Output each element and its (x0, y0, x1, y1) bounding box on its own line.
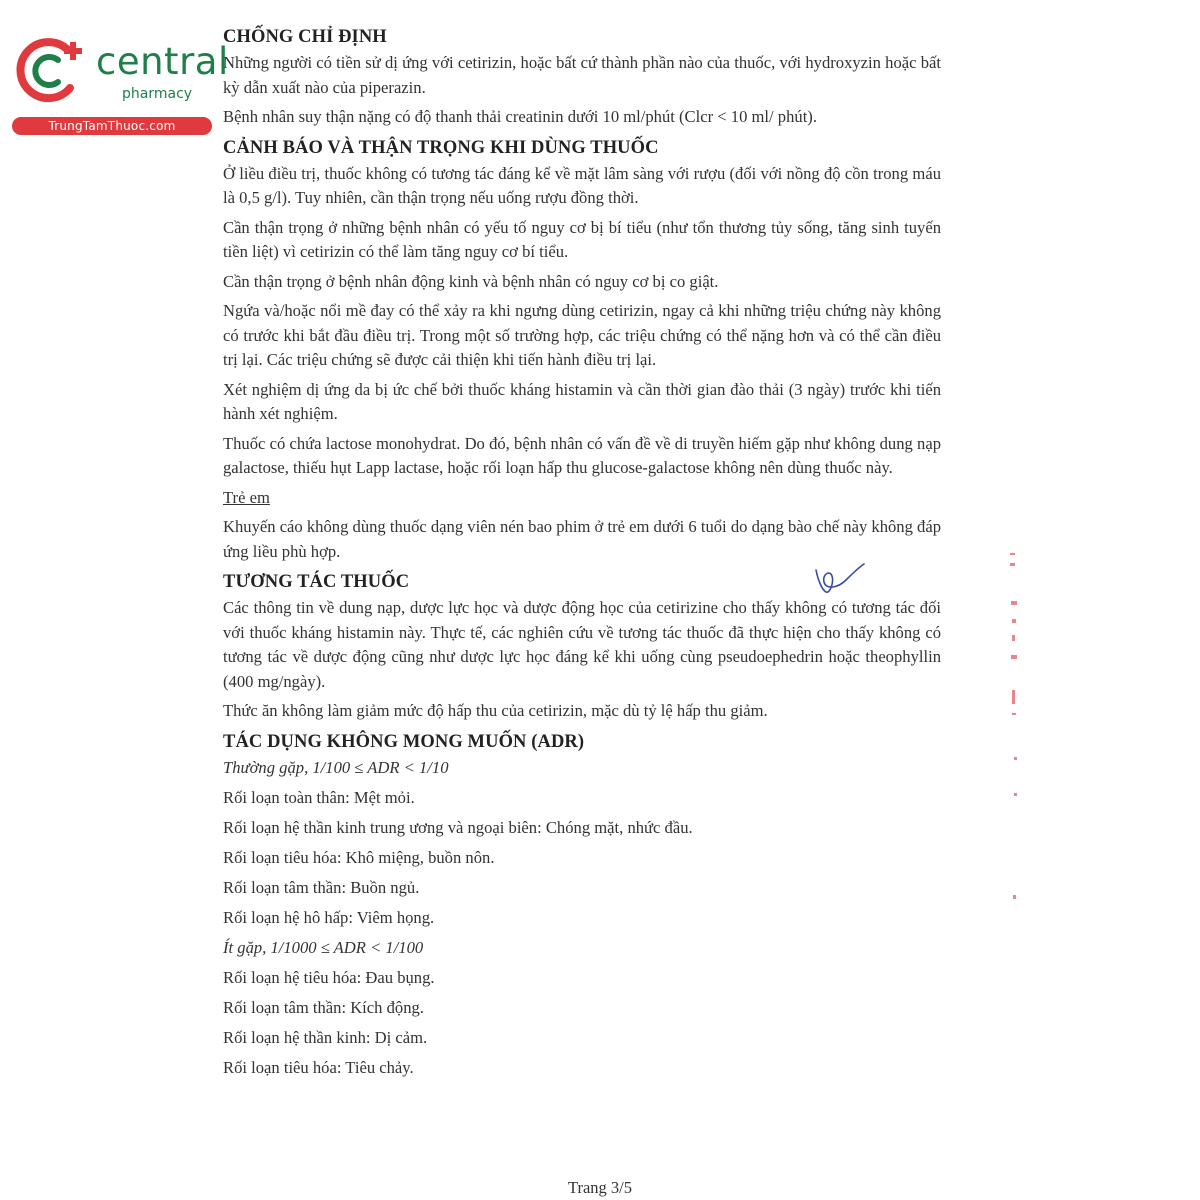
logo-brand-name: central (96, 40, 229, 83)
heading-warnings: CẢNH BÁO VÀ THẬN TRỌNG KHI DÙNG THUỐC (223, 137, 659, 158)
paragraph: Thuốc có chứa lactose monohydrat. Do đó, bệnh nhân có vấn đề về di truyền hiếm gặp như không dung nạp galactose, thiếu hụt Lapp lactase, hoặc rối loạn hấp thu glucose-galactose không nên dùng thuốc này. (223, 433, 941, 477)
list-item: Rối loạn hệ tiêu hóa: Đau bụng. (223, 968, 435, 988)
frequency-label-common: Thường gặp, 1/100 ≤ ADR < 1/10 (223, 757, 449, 777)
logo-subtitle: pharmacy (122, 86, 193, 102)
paragraph: Các thông tin về dung nạp, dược lực học và dược động học của cetirizine cho thấy không có tương tác đối với thuốc kháng histamin này. Thực tế, các nghiên cứu về tương tác thuốc đã thực hiện cho thấy không có tương tác về dược động cũng như dược lực học đáng kể khi uống cùng pseudoephedrin hoặc theophyllin (400 mg/ngày). (223, 598, 941, 691)
paragraph: Những người có tiền sử dị ứng với cetirizin, hoặc bất cứ thành phần nào của thuốc, với hydroxyzin hoặc bất kỳ dẫn xuất nào của piperazin. (223, 53, 941, 97)
page-number: Trang 3/5 (567, 1178, 633, 1197)
list-item: Rối loạn hệ thần kinh trung ương và ngoại biên: Chóng mặt, nhức đầu. (223, 817, 693, 837)
paragraph: Bệnh nhân suy thận nặng có độ thanh thải creatinin dưới 10 ml/phút (Clcr < 10 ml/ phút). (223, 107, 817, 126)
paragraph: Cần thận trọng ở những bệnh nhân có yếu tố nguy cơ bị bí tiểu (như tổn thương tủy sống, tăng sinh tuyến tiền liệt) vì cetirizin có thể làm tăng nguy cơ bí tiểu. (223, 217, 941, 261)
document-body (223, 24, 941, 1087)
heading-interactions: TƯƠNG TÁC THUỐC (223, 572, 410, 592)
signature-mark (808, 562, 868, 600)
heading-adr: TÁC DỤNG KHÔNG MONG MUỐN (ADR) (223, 731, 585, 752)
list-item: Rối loạn hệ thần kinh: Dị cảm. (223, 1028, 428, 1048)
list-item: Rối loạn tâm thần: Kích động. (223, 998, 424, 1018)
list-item: Rối loạn tâm thần: Buồn ngủ. (223, 877, 420, 897)
stamp-marks (1004, 545, 1026, 905)
list-item: Rối loạn tiêu hóa: Khô miệng, buồn nôn. (223, 847, 495, 867)
list-item: Rối loạn toàn thân: Mệt mỏi. (223, 787, 415, 807)
list-item: Rối loạn tiêu hóa: Tiêu chảy. (223, 1058, 414, 1078)
logo-website-badge: TrungTamThuoc.com (12, 117, 212, 135)
paragraph: Cần thận trọng ở bệnh nhân động kinh và bệnh nhân có nguy cơ bị co giật. (223, 271, 719, 291)
pharmacy-logo[interactable] (10, 34, 229, 136)
paragraph: Xét nghiệm dị ứng da bị ức chế bởi thuốc kháng histamin và cần thời gian đào thải (3 ngày) trước khi tiến hành xét nghiệm. (223, 379, 941, 423)
list-item: Rối loạn hệ hô hấp: Viêm họng. (223, 907, 435, 927)
heading-contraindications: CHỐNG CHỈ ĐỊNH (223, 27, 387, 47)
frequency-label-uncommon: Ít gặp, 1/1000 ≤ ADR < 1/100 (223, 938, 424, 958)
paragraph: Ở liều điều trị, thuốc không có tương tác đáng kể về mặt lâm sàng với rượu (đối với nồng độ cồn trong máu là 0,5 g/l). Tuy nhiên, cần thận trọng nếu uống rượu đồng thời. (223, 163, 941, 207)
subheading-children: Trẻ em (223, 487, 270, 507)
logo-c-plus-icon (10, 36, 90, 106)
paragraph: Ngứa và/hoặc nổi mề đay có thể xảy ra khi ngưng dùng cetirizin, ngay cả khi những triệu chứng này không có trước khi bắt đầu điều trị. Trong một số trường hợp, các triệu chứng có thể nặng hơn và có thể cần điều trị lại. Các triệu chứng sẽ được cải thiện khi tiến hành điều trị lại. (223, 301, 941, 369)
paragraph: Khuyến cáo không dùng thuốc dạng viên nén bao phim ở trẻ em dưới 6 tuổi do dạng bào chế này không đáp ứng liều phù hợp. (223, 517, 941, 561)
paragraph: Thức ăn không làm giảm mức độ hấp thu của cetirizin, mặc dù tỷ lệ hấp thu giảm. (223, 701, 768, 720)
